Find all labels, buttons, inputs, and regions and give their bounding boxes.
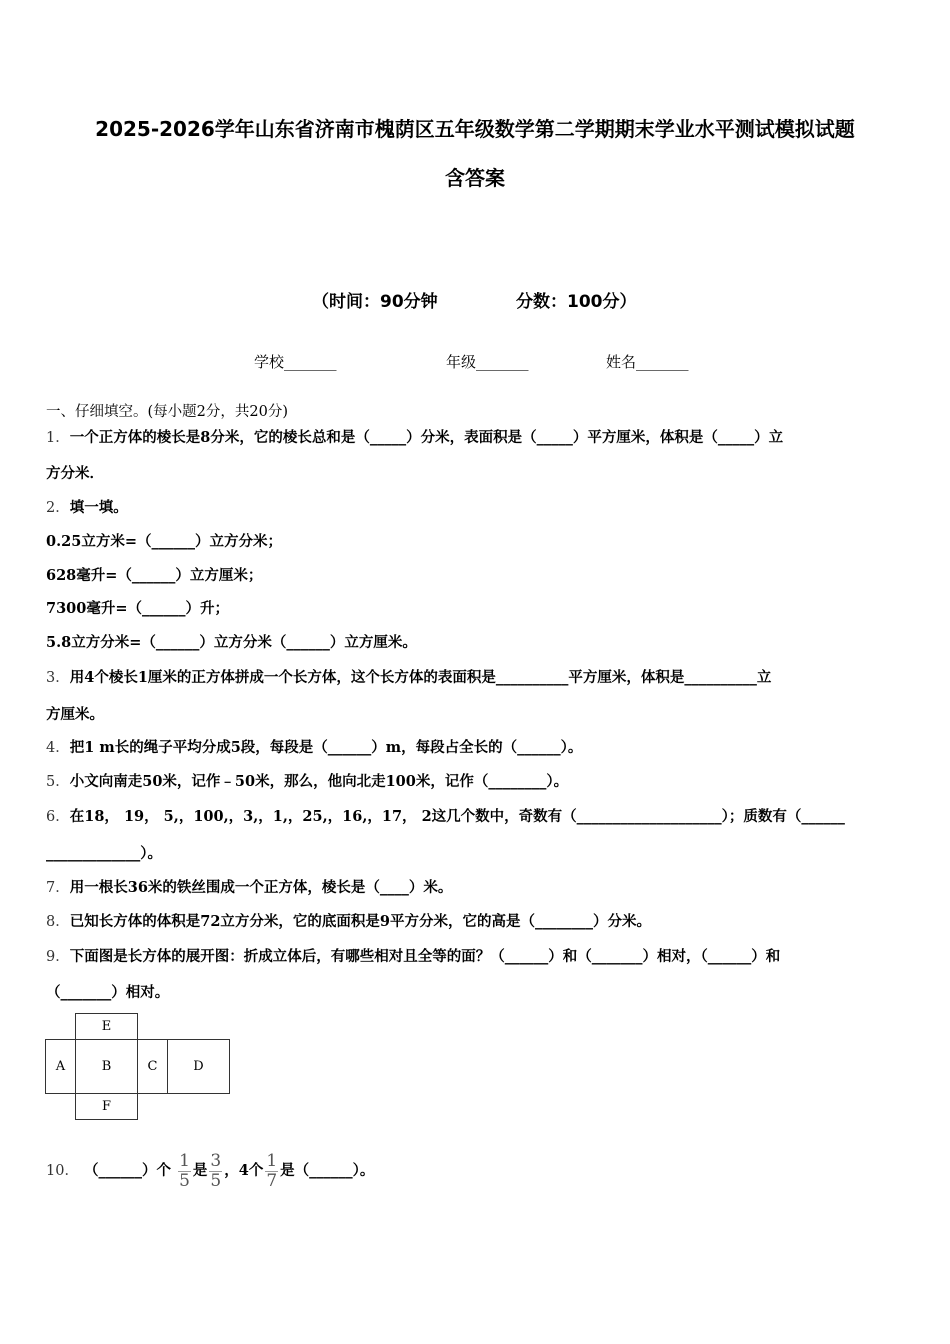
question-6 xyxy=(46,805,845,826)
fraction-1-7: $\frac{1}{7}$ xyxy=(266,1151,278,1191)
question-2 xyxy=(46,496,128,517)
question-text: （______）个 xyxy=(84,1162,172,1180)
doc-title-line2: 含答案 xyxy=(445,166,505,190)
face-a: A xyxy=(45,1039,76,1094)
question-3-cont: 方厘米。 xyxy=(46,706,104,723)
face-b: B xyxy=(75,1039,138,1094)
question-8 xyxy=(46,910,651,931)
question-2-line3: 7300毫升=（______）升； xyxy=(46,600,230,617)
question-text: 是（______）。 xyxy=(280,1162,375,1180)
name-field: 姓名_______ xyxy=(606,353,689,371)
fraction-3-5: $\frac{3}{5}$ xyxy=(210,1151,222,1191)
question-number: 4． xyxy=(46,740,70,756)
question-number: 3． xyxy=(46,670,70,686)
doc-title-line1: 2025-2026学年山东省济南市槐荫区五年级数学第二学期期末学业水平测试模拟试题 xyxy=(95,117,855,141)
question-number: 10． xyxy=(46,1163,79,1180)
question-number: 5． xyxy=(46,774,70,790)
question-number: 8． xyxy=(46,914,70,930)
question-4 xyxy=(46,736,582,757)
face-c: C xyxy=(137,1039,168,1094)
question-6-cont: _____________）。 xyxy=(46,845,162,862)
question-9 xyxy=(46,945,780,966)
question-1 xyxy=(46,426,783,447)
question-number: 7． xyxy=(46,880,70,896)
question-number: 9． xyxy=(46,949,70,965)
question-text: 小文向南走50米，记作﹣50米，那么，他向北走100米，记作（________）。 xyxy=(69,773,569,790)
question-9-cont: （_______）相对。 xyxy=(46,984,170,1001)
section-heading: 一、仔细填空。(每小题2分，共20分) xyxy=(46,404,288,420)
question-5 xyxy=(46,770,568,791)
face-e: E xyxy=(75,1013,138,1040)
face-d: D xyxy=(167,1039,230,1094)
question-text: 在18， 19， 5,，100,，3,，1,，25,，16,，17， 2这几个数中，奇数有（____________________）；质数有（______ xyxy=(69,808,845,825)
question-1-cont: 方分米． xyxy=(46,465,104,482)
fraction-1-5: $\frac{1}{5}$ xyxy=(179,1151,190,1191)
question-text: 一个正方体的棱长是8分米，它的棱长总和是（_____）分米，表面积是（_____）平方厘米，体积是（_____）立 xyxy=(69,429,784,446)
question-10 xyxy=(46,1152,374,1190)
grade-field: 年级_______ xyxy=(446,353,529,371)
question-3 xyxy=(46,666,771,687)
question-text: 把1 m长的绳子平均分成5段，每段是（______）m，每段占全长的（______）。 xyxy=(69,739,583,756)
question-text: 已知长方体的体积是72立方分米，它的底面积是9平方分米，它的高是（________）分米。 xyxy=(69,913,651,930)
question-text: 是 xyxy=(192,1162,208,1180)
school-field: 学校_______ xyxy=(254,353,337,371)
question-text: 用一根长36米的铁丝围成一个正方体，棱长是（____）米。 xyxy=(69,879,453,896)
question-number: 1． xyxy=(46,430,70,446)
question-2-line1: 0.25立方米=（______）立方分米； xyxy=(46,533,282,550)
exam-time: （时间：90分钟 xyxy=(312,292,438,312)
question-2-line4: 5.8立方分米=（______）立方分米（______）立方厘米。 xyxy=(46,634,417,651)
question-text: 下面图是长方体的展开图：折成立体后，有哪些相对且全等的面？（______）和（_______）相对，（______）和 xyxy=(69,948,781,965)
question-2-line2: 628毫升=（______）立方厘米； xyxy=(46,567,263,584)
question-text: 填一填。 xyxy=(69,499,128,516)
question-text: 用4个棱长1厘米的正方体拼成一个长方体，这个长方体的表面积是__________平方厘米，体积是__________立 xyxy=(69,669,772,686)
exam-score: 分数：100分） xyxy=(516,292,637,312)
question-7 xyxy=(46,876,452,897)
question-number: 2． xyxy=(46,500,70,516)
face-f: F xyxy=(75,1093,138,1120)
question-number: 6． xyxy=(46,809,70,825)
question-text: ，4个 xyxy=(224,1162,264,1180)
